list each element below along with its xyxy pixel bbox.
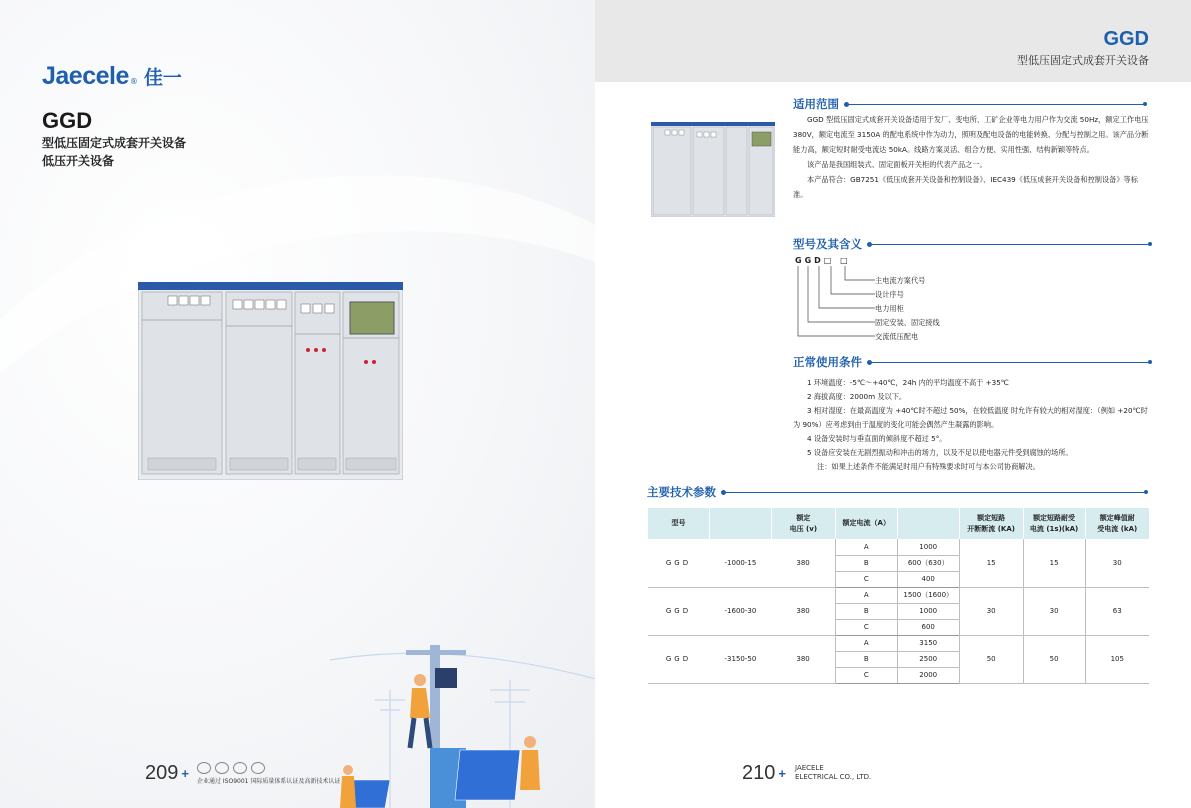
product-subtitle: 型低压固定式成套开关设备 [42,136,187,150]
table-row: C 600 [648,619,1150,635]
switchgear-cabinet-thumbnail [651,122,775,217]
th-withstand: 额定短路耐受 电流 (1s)(kA) [1023,508,1085,539]
table-row: B 1000 [648,603,1150,619]
th-spec [709,508,771,539]
page-number-left: 209 + [145,762,189,784]
section-conditions-heading: 正常使用条件 [793,354,1150,370]
th-peak: 额定峰值耐 受电流 (kA) [1085,508,1149,539]
model-code: GGD□ □ [795,256,851,265]
table-row: B 2500 [648,651,1150,667]
logo-cn: 佳一 [143,67,182,89]
spec-table [647,508,1149,684]
th-break: 额定短路 开断断流 (KA) [959,508,1023,539]
heading-rule [722,492,1146,493]
cqc-icon [215,762,229,774]
logo-registered-mark: ® [129,77,138,86]
section-params-heading: 主要技术参数 [647,484,1146,500]
th-voltage: 额定 电压 (v) [771,508,835,539]
heading-rule [868,244,1150,245]
header-title: GGD [1103,28,1149,50]
product-category: 低压开关设备 [42,154,115,168]
table-row: B 600（630） [648,555,1150,571]
table-row: C 2000 [648,667,1150,683]
brand-logo [42,62,182,91]
th-current: 额定电流（A） [835,508,897,539]
model-diagram-lines [795,264,885,344]
left-page [0,0,595,808]
table-row: GGD -3150-50 380 A 3150 50 50 105 [648,635,1150,651]
conditions-list: 1 环境温度：-5℃～+40℃，24h 内的平均温度不高于 +35℃ 2 海拔高度：2000m 及以下。 3 相对湿度：在最高温度为 +40℃时不超过 50%，在较低温度 时允许有较大的相对湿度：（例如 +20℃时为 90%）应考虑到由于温度的变化可能会偶然产生凝露的影响。 4 设备安装时与垂直面的倾斜度不超过 5°。 5 设备应安装在无剧烈振动和冲击的场力，以及不足以使电器元件受到腐蚀的场所。 注：如果上述条件不能满足时用户有特殊要求时可与本公司协商解决。 [793,378,1148,471]
leaf-icon [251,762,265,774]
product-title: GGD [42,108,93,133]
table-row: GGD -1000-15 380 A 1000 15 15 30 [648,539,1150,555]
solar-workers-illustration [330,640,595,808]
iso-icon [233,762,247,774]
scope-text: GGD 型低压固定式成套开关设备适用于发厂、变电所、工矿企业等电力用户作为交流 50Hz，额定工作电压 380V，额定电流至 3150A 的配电系统中作为动力，照明及配电设备的电能转换、分配与控制之用。该产品分断能力高，额定短时耐受电流达 50kA。线路方案灵活、组合方便、实用性强、结构新颖等特点。 该产品是我国组装式、固定面板开关柜的代表产品之一。 本产品符合：GB7251《低压成套开关设备和控制设备》、IEC439《低压成套开关设备和控制设备》等标准。 [793,115,1149,199]
model-label-2: 设计序号 [875,290,904,299]
heading-rule [868,362,1150,363]
company-name: JAECELE ELECTRICAL CO., LTD. [795,764,872,781]
header-subtitle: 型低压固定式成套开关设备 [1017,54,1149,67]
heading-rule [845,104,1145,105]
model-label-5: 交流低压配电 [875,332,919,341]
table-row: C 400 [648,571,1150,587]
model-label-1: 主电流方案代号 [875,276,926,285]
section-model-heading: 型号及其含义 [793,236,1150,252]
model-label-3: 电力用柜 [875,304,904,313]
switchgear-cabinet-image [138,282,403,480]
certification-icons [197,762,265,774]
table-header-row [648,508,1150,539]
header-bar [595,0,1191,82]
section-scope-heading: 适用范围 [793,96,1145,112]
certification-text: 企业通过 ISO9001 国际质量体系认证及高新技术认证 [197,778,341,785]
table-row: GGD -1600-30 380 A 1500（1600） 30 30 63 [648,587,1150,603]
model-label-4: 固定安装、固定接线 [875,318,940,327]
logo-en: Jaecele [42,62,129,90]
page-number-right: 210 + [742,762,786,784]
th-model: 型号 [648,508,710,539]
th-current-value [897,508,959,539]
ccc-icon [197,762,211,774]
